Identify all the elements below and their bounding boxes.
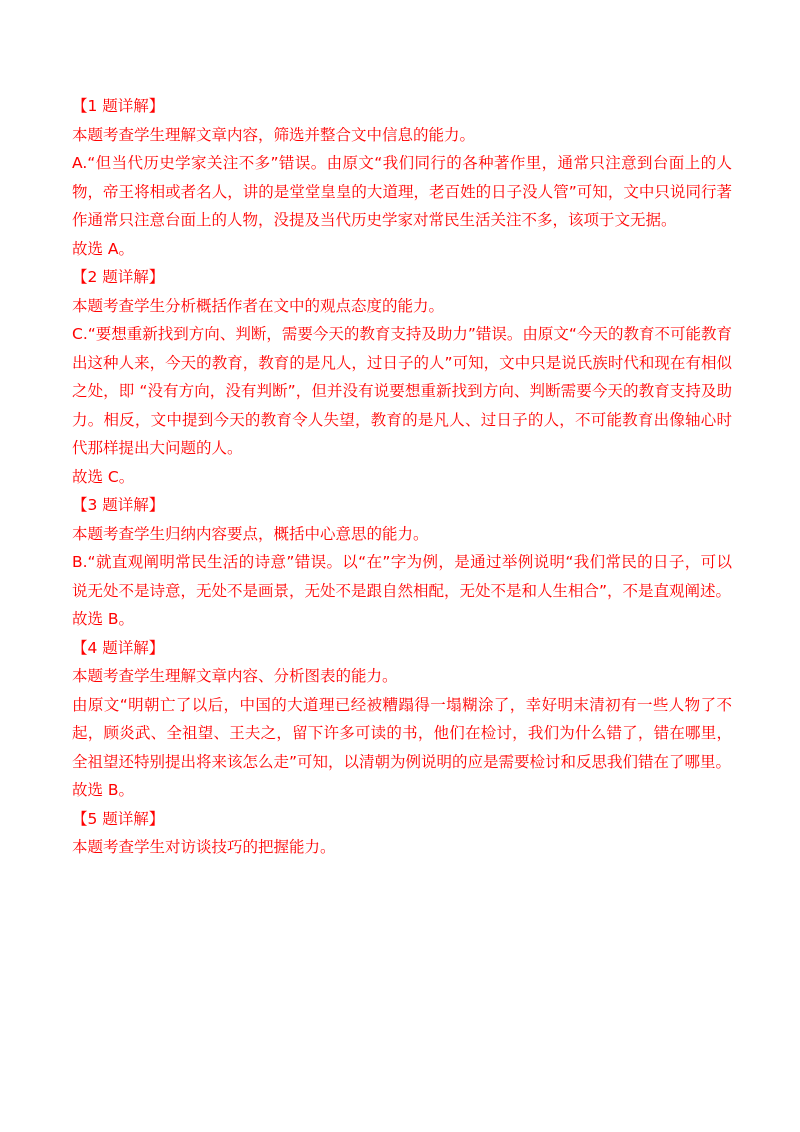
section-heading: 【2 题详解】	[72, 268, 165, 286]
section-heading: 【4 题详解】	[72, 638, 165, 657]
section-intro: 本题考查学生分析概括作者在文中的观点态度的能力。	[72, 296, 445, 315]
section-intro: 本题考查学生对访谈技巧的把握能力。	[72, 838, 336, 856]
section-3	[72, 491, 732, 634]
section-answer: 故选 C。	[72, 467, 135, 486]
section-heading: 【1 题详解】	[72, 97, 165, 115]
section-1	[72, 92, 732, 263]
section-4	[72, 634, 732, 805]
section-answer: 故选 B。	[72, 610, 135, 628]
section-analysis: A.“但当代历史学家关注不多”错误。由原文“我们同行的各种著作里，通常只注意到台面上的人物，帝王将相或者名人，讲的是堂堂皇皇的大道理，老百姓的日子没人管”可知，文中只说同行著作通常只注意台面上的人物，没提及当代历史学家对常民生活关注不多，该项于文无据。	[72, 154, 732, 229]
section-heading: 【5 题详解】	[72, 809, 165, 828]
section-analysis: 由原文“明朝亡了以后，中国的大道理已经被糟蹋得一塌糊涂了，幸好明末清初有一些人物了不起，顾炎武、全祖望、王夫之，留下许多可读的书，他们在检讨，我们为什么错了，错在哪里，全祖望还特别提出将来该怎么走”可知，以清朝为例说明的应是需要检讨和反思我们错在了哪里。	[72, 695, 732, 771]
section-heading: 【3 题详解】	[72, 496, 165, 514]
section-answer: 故选 A。	[72, 239, 135, 258]
answer-explanations	[72, 92, 732, 862]
section-intro: 本题考查学生归纳内容要点，概括中心意思的能力。	[72, 524, 429, 543]
section-analysis: C.“要想重新找到方向、判断，需要今天的教育支持及助力”错误。由原文“今天的教育不可能教育出这种人来，今天的教育，教育的是凡人，过日子的人”可知，文中只是说氏族时代和现在有相似之处，即 “没有方向，没有判断”，但并没有说要想重新找到方向、判断需要今天的教育支持及助力。相反，文中提到今天的教育令人失望，教育的是凡人、过日子的人，不可能教育出像轴心时代那样提出大问题的人。	[72, 325, 732, 457]
section-answer: 故选 B。	[72, 781, 135, 799]
section-intro: 本题考查学生理解文章内容，筛选并整合文中信息的能力。	[72, 125, 476, 144]
section-analysis: B.“就直观阐明常民生活的诗意”错误。以“在”字为例，是通过举例说明“我们常民的日子，可以说无处不是诗意，无处不是画景，无处不是跟自然相配，无处不是和人生相合”，不是直观阐述。	[72, 553, 732, 600]
section-intro: 本题考查学生理解文章内容、分析图表的能力。	[72, 667, 398, 685]
section-5	[72, 805, 732, 862]
section-2	[72, 263, 732, 491]
